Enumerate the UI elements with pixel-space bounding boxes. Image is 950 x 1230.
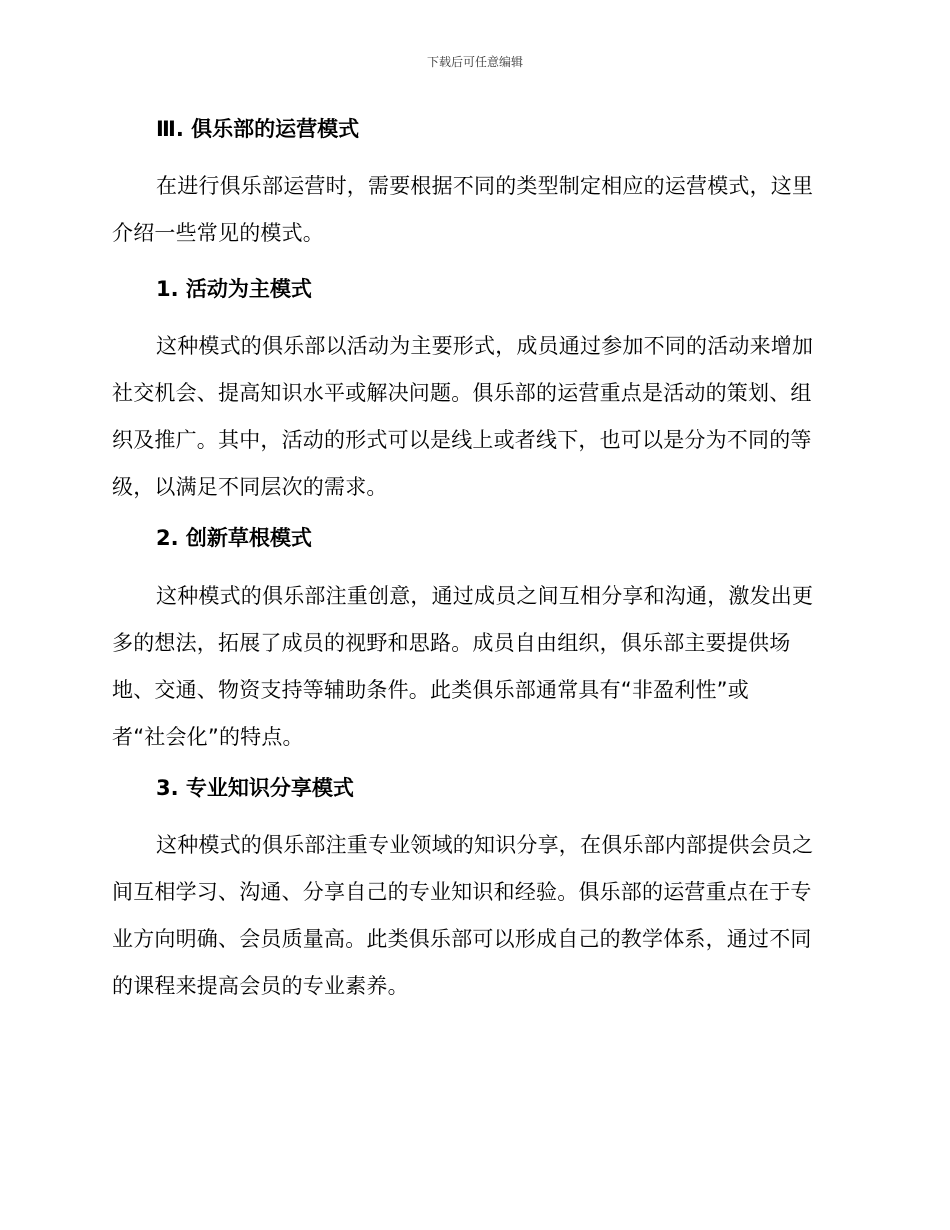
paragraph-line: 者“社会化”的特点。 [112,725,304,749]
paragraph-line: 这种模式的俱乐部注重创意，通过成员之间互相分享和沟通，激发出更 [156,584,814,608]
paragraph-line: 级，以满足不同层次的需求。 [112,475,388,499]
paragraph-line: 织及推广。其中，活动的形式可以是线上或者线下，也可以是分为不同的等 [112,428,812,452]
paragraph-line: 间互相学习、沟通、分享自己的专业知识和经验。俱乐部的运营重点在于专 [112,880,812,904]
paragraph-line: 社交机会、提高知识水平或解决问题。俱乐部的运营重点是活动的策划、组 [112,381,812,405]
paragraph-line: 地、交通、物资支持等辅助条件。此类俱乐部通常具有“非盈利性”或 [112,678,749,702]
knowledge-sharing-mode-paragraph [112,822,832,1010]
paragraph-line: 在进行俱乐部运营时，需要根据不同的类型制定相应的运营模式，这里 [156,174,814,198]
page-header: 下载后可任意编辑 [426,55,523,69]
section-heading-knowledge-sharing-mode: 3. 专业知识分享模式 [156,776,354,800]
paragraph-line: 业方向明确、会员质量高。此类俱乐部可以形成自己的教学体系，通过不同 [112,927,812,951]
intro-paragraph [112,163,832,257]
paragraph-line: 这种模式的俱乐部以活动为主要形式，成员通过参加不同的活动来增加 [156,334,814,358]
grassroots-mode-paragraph [112,573,832,761]
section-heading-operation-modes: Ⅲ. 俱乐部的运营模式 [156,117,360,141]
paragraph-line: 多的想法，拓展了成员的视野和思路。成员自由组织，俱乐部主要提供场 [112,631,791,655]
paragraph-line: 的课程来提高会员的专业素养。 [112,974,409,998]
section-heading-grassroots-mode: 2. 创新草根模式 [156,526,312,550]
paragraph-line: 这种模式的俱乐部注重专业领域的知识分享，在俱乐部内部提供会员之 [156,833,814,857]
section-heading-activity-mode: 1. 活动为主模式 [156,277,312,301]
activity-mode-paragraph [112,323,832,511]
paragraph-line: 介绍一些常见的模式。 [112,221,324,245]
